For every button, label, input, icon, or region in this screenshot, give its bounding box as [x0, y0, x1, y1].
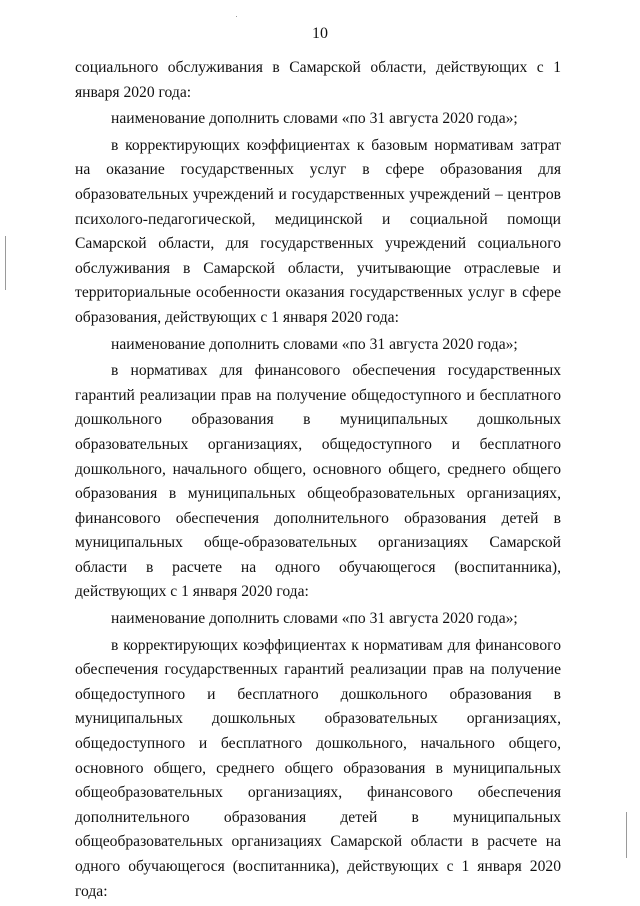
- paragraph-amendment: наименование дополнить словами «по 31 августа 2020 года»;: [111, 110, 518, 128]
- scan-artifact-top: [236, 16, 237, 17]
- paragraph-amendment: наименование дополнить словами «по 31 августа 2020 года»;: [111, 610, 518, 628]
- document-body: [75, 56, 561, 906]
- paragraph-correcting-coefficients: в корректирующих коэффициентах к базовым нормативам затрат на оказание государственных услуг в сфере образования для образовательных учреждений и государственных учреждений – центров психолого-педагогической, медицинской и социальной помощи Самарской области, для государственных учреждений социального обслуживания в Самарской области, учитывающие отраслевые и территориальные особенности оказания государственных услуг в сфере образования, действующих с 1 января 2020 года:: [75, 136, 561, 326]
- paragraph-financing-norms: в нормативах для финансового обеспечения государственных гарантий реализации прав на получение общедоступного и бесплатного дошкольного образования в муниципальных дошкольных образовательных организациях, общедоступного и бесплатного дошкольного, начального общего, основного общего, среднего общего образования в муниципальных общеобразовательных организациях, финансового обеспечения дополнительного образования детей в муниципальных обще-образовательных организациях Самарской области в расчете на одного обучающегося (воспитанника), действующих с 1 января 2020 года:: [75, 362, 561, 601]
- scan-artifact-right: [626, 812, 627, 858]
- paragraph-amendment: наименование дополнить словами «по 31 августа 2020 года»;: [111, 335, 518, 353]
- paragraph-correcting-coefficients-financing: в корректирующих коэффициентах к нормативам для финансового обеспечения государственных гарантий реализации прав на получение общедоступного и бесплатного дошкольного образования в муниципальных дошкольных образовательных организациях, общедоступного и бесплатного дошкольного, начального общего, основного общего, среднего общего образования в муниципальных общеобразовательных организациях, финансового обеспечения дополнительного образования детей в муниципальных общеобразовательных организациях Самарской области в расчете на одного обучающегося (воспитанника), действующих с 1 января 2020 года:: [75, 636, 561, 900]
- scan-artifact-left: [5, 236, 6, 290]
- paragraph-continuation: социального обслуживания в Самарской области, действующих с 1 января 2020 года:: [75, 59, 561, 101]
- page-number: 10: [312, 25, 328, 42]
